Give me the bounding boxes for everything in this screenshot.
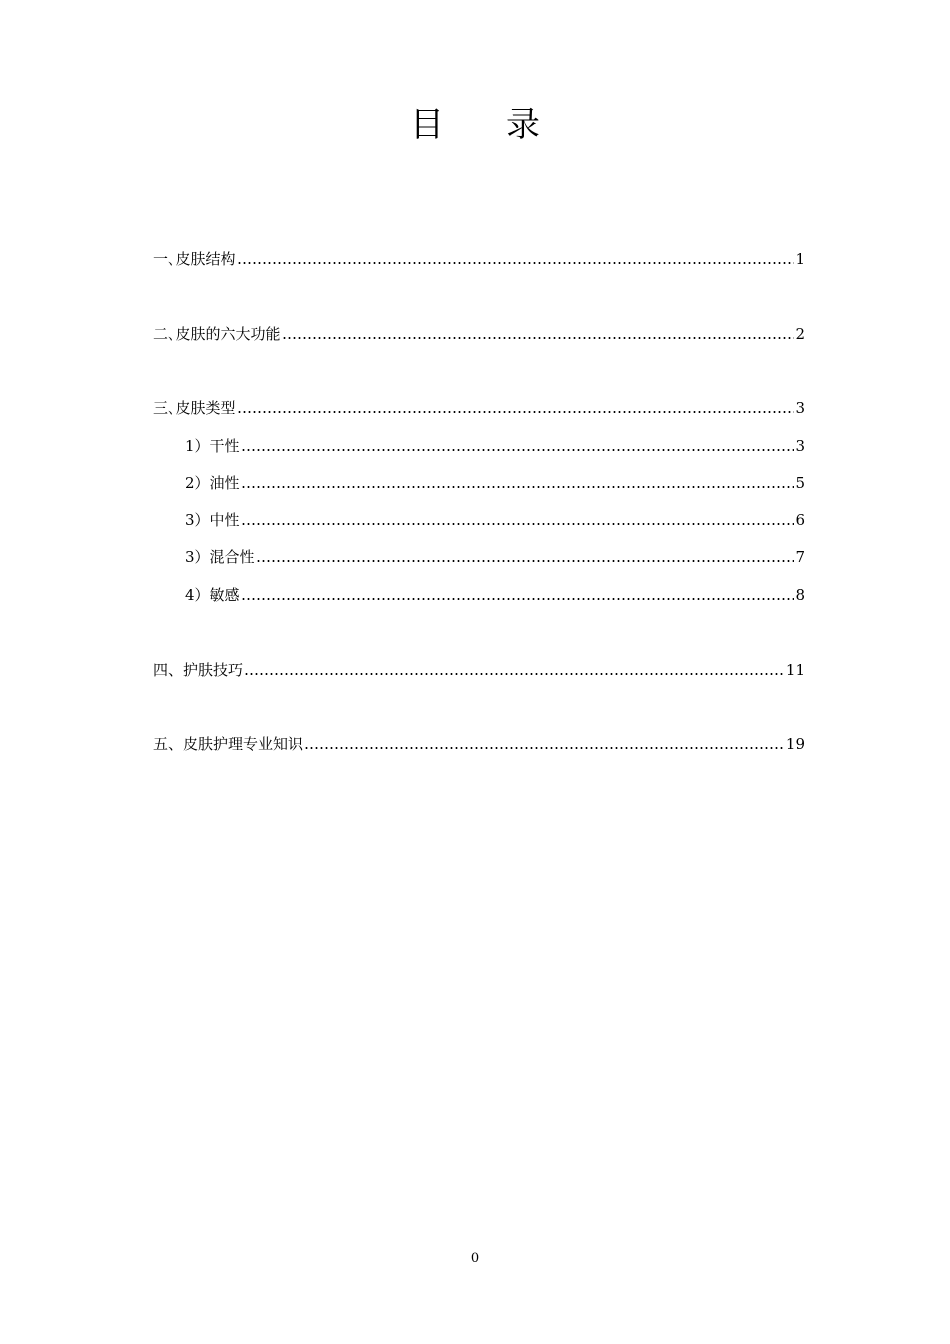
dot-leader: [256, 560, 795, 562]
toc-title-char-1: 目: [410, 105, 444, 145]
dot-leader: [237, 262, 795, 264]
toc-entry-label: 3）混合性: [185, 548, 255, 566]
toc-entry-professional-knowledge[interactable]: [153, 732, 805, 756]
toc-entry-page: 8: [795, 586, 805, 604]
toc-entry-label: 4）敏感: [185, 586, 240, 604]
toc-entry-page: 19: [785, 735, 805, 753]
toc-entry-skin-functions[interactable]: [153, 322, 805, 346]
dot-leader: [241, 523, 795, 525]
toc-subentry-oily[interactable]: [185, 471, 805, 495]
toc-entry-page: 2: [795, 325, 805, 343]
toc-entry-label: 3）中性: [185, 511, 240, 529]
toc-entry-skin-types[interactable]: [153, 396, 805, 420]
dot-leader: [244, 673, 785, 675]
toc-entry-page: 6: [795, 511, 805, 529]
toc-entry-page: 5: [795, 474, 805, 492]
toc-entry-page: 7: [795, 548, 805, 566]
dot-leader: [241, 449, 795, 451]
toc-entry-label: 五、皮肤护理专业知识: [153, 735, 304, 753]
toc-title-char-2: 录: [506, 105, 540, 145]
toc-subentry-neutral[interactable]: [185, 508, 805, 532]
toc-entry-label: 1）干性: [185, 437, 240, 455]
toc-entry-page: 1: [795, 250, 805, 268]
toc-entry-skincare-tips[interactable]: [153, 658, 805, 682]
dot-leader: [237, 411, 795, 413]
toc-entry-label: 三､皮肤类型: [153, 399, 236, 417]
dot-leader: [241, 486, 795, 488]
dot-leader: [282, 337, 795, 339]
toc-subentry-sensitive[interactable]: [185, 583, 805, 607]
toc-subentry-dry[interactable]: [185, 434, 805, 458]
toc-entry-label: 一､皮肤结构: [153, 250, 236, 268]
toc-entry-label: 二､皮肤的六大功能: [153, 325, 281, 343]
toc-entry-label: 2）油性: [185, 474, 240, 492]
toc-entry-label: 四、护肤技巧: [153, 661, 244, 679]
dot-leader: [304, 747, 785, 749]
dot-leader: [241, 598, 795, 600]
toc-entry-page: 3: [795, 437, 805, 455]
toc-entry-page: 3: [795, 399, 805, 417]
page-number: 0: [470, 1251, 480, 1266]
toc-entry-skin-structure[interactable]: [153, 247, 805, 271]
toc-subentry-combination[interactable]: [185, 545, 805, 569]
toc-entry-page: 11: [785, 661, 805, 679]
